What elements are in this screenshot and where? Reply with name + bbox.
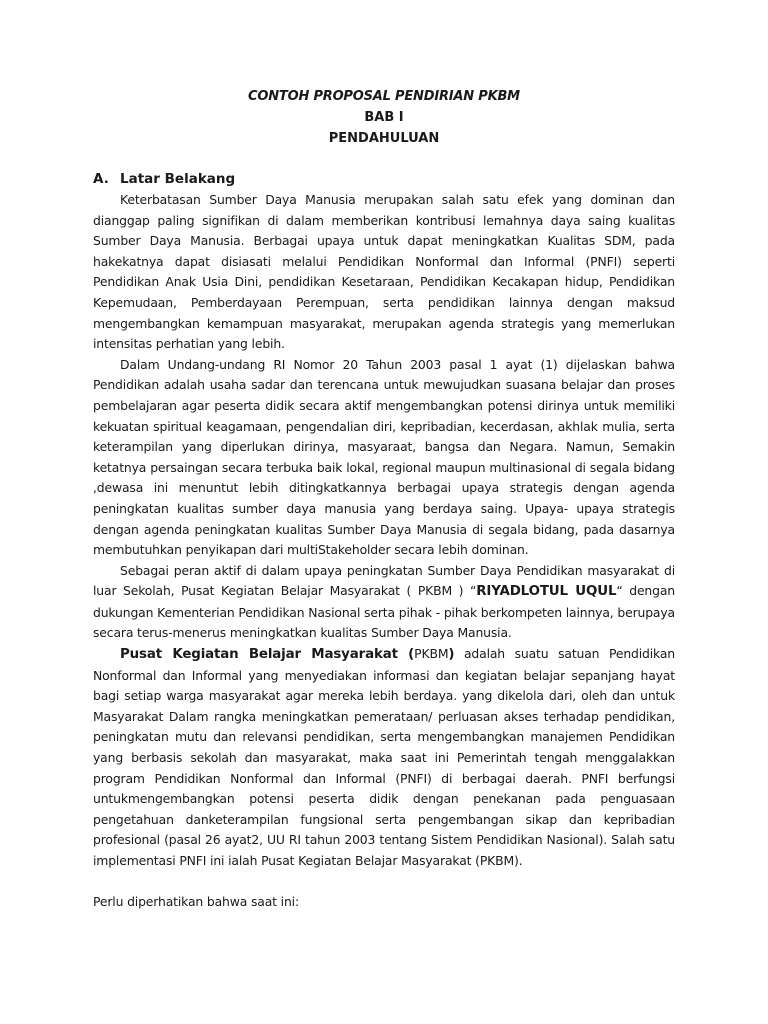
section-heading <box>93 169 675 190</box>
paragraph-1: Keterbatasan Sumber Daya Manusia merupakan salah satu efek yang dominan dan dianggap paling signifikan di dalam memberikan kontribusi lemahnya daya saing kualitas Sumber Daya Manusia. Berbagai upaya untuk dapat meningkatkan Kualitas SDM, pada hakekatnya dapat disiasati melalui Pendidikan Nonformal dan Informal (PNFI) seperti Pendidikan Anak Usia Dini, pendidikan Kesetaraan, Pendidikan Kecakapan hidup, Pendidikan Kepemudaan, Pemberdayaan Perempuan, serta pendidikan lainnya dengan maksud mengembangkan kemampuan masyarakat, merupakan agenda strategis yang memerlukan intensitas perhatian yang lebih. <box>93 192 675 352</box>
section-title: Latar Belakang <box>120 171 236 187</box>
title-block <box>93 86 675 149</box>
pkbm-term-close: ) <box>448 647 455 663</box>
paragraph-2: Dalam Undang-undang RI Nomor 20 Tahun 2003 pasal 1 ayat (1) dijelaskan bahwa Pendidikan adalah usaha sadar dan terencana untuk mewujudkan suasana belajar dan proses pembelajaran agar peserta didik secara aktif mengembangkan potensi dirinya untuk memiliki kekuatan spiritual keagamaan, pengendalian diri, kepribadian, kecerdasan, akhlak mulia, serta keterampilan yang diperlukan dirinya, masyaraat, bangsa dan Negara. Namun, Semakin ketatnya persaingan secara terbuka baik lokal, regional maupun multinasional di segala bidang ,dewasa ini menuntut lebih ditingkatkannya berbagai upaya strategis dengan agenda peningkatan kualitas sumber daya manusia yang berdaya saing. Upaya- upaya strategis dengan agenda peningkatan kualitas Sumber Daya Manusia di segala bidang, pada dasarnya membutuhkan penyikapan dari multiStakeholder secara lebih dominan. <box>93 356 675 558</box>
pkbm-term: Pusat Kegiatan Belajar Masyarakat ( <box>120 647 415 663</box>
paragraph-4-rest: adalah suatu satuan Pendidikan Nonformal dan Informal yang menyediakan informasi dan kegiatan belajar sepanjang hayat bagi setiap warga masyarakat agar mereka lebih berdaya. yang dikelola dari, oleh dan untuk Masyarakat Dalam rangka meningkatkan pemerataan/ perluasan akses terhadap pendidikan, peningkatan mutu dan relevansi pendidikan, serta mengembangkan manajemen Pendidikan yang berbasis sekolah dan masyarakat, maka saat ini Pemerintah tengah menggalakkan program Pendidikan Nonformal dan Informal (PNFI) di berbagai daerah. PNFI berfungsi untukmengembangkan potensi peserta didik dengan penekanan pada penguasaan pengetahuan danketerampilan fungsional serta pengembangan sikap dan kepribadian profesional (pasal 26 ayat2, UU RI tahun 2003 tentang Sistem Pendidikan Nasional). Salah satu implementasi PNFI ini ialah Pusat Kegiatan Belajar Masyarakat (PKBM). <box>93 646 676 868</box>
blank-line <box>93 872 675 892</box>
pkbm-name: RIYADLOTUL UQUL <box>476 584 617 600</box>
section-letter: A. <box>93 171 109 187</box>
chapter-number: BAB I <box>364 110 404 125</box>
paragraph-4 <box>93 644 675 872</box>
document-title: CONTOH PROPOSAL PENDIRIAN PKBM <box>248 89 520 104</box>
chapter-title: PENDAHULUAN <box>328 131 440 146</box>
paragraph-3 <box>93 561 675 644</box>
paragraph-3-lead: Sebagai peran aktif di dalam upaya peningkatan Sumber Daya Pendidikan masyarakat di luar Sekolah, Pusat Kegiatan Belajar Masyarakat ( PKBM ) “ <box>93 562 675 599</box>
closing-line: Perlu diperhatikan bahwa saat ini: <box>93 893 299 909</box>
document-page <box>93 86 675 912</box>
paragraph-3-rest: “ dengan dukungan Kementerian Pendidikan Nasional serta pihak - pihak berkompeten lainnya, berupaya secara terus-menerus meningkatkan kualitas Sumber Daya Manusia. <box>93 583 675 641</box>
pkbm-abbr: PKBM <box>414 646 449 662</box>
